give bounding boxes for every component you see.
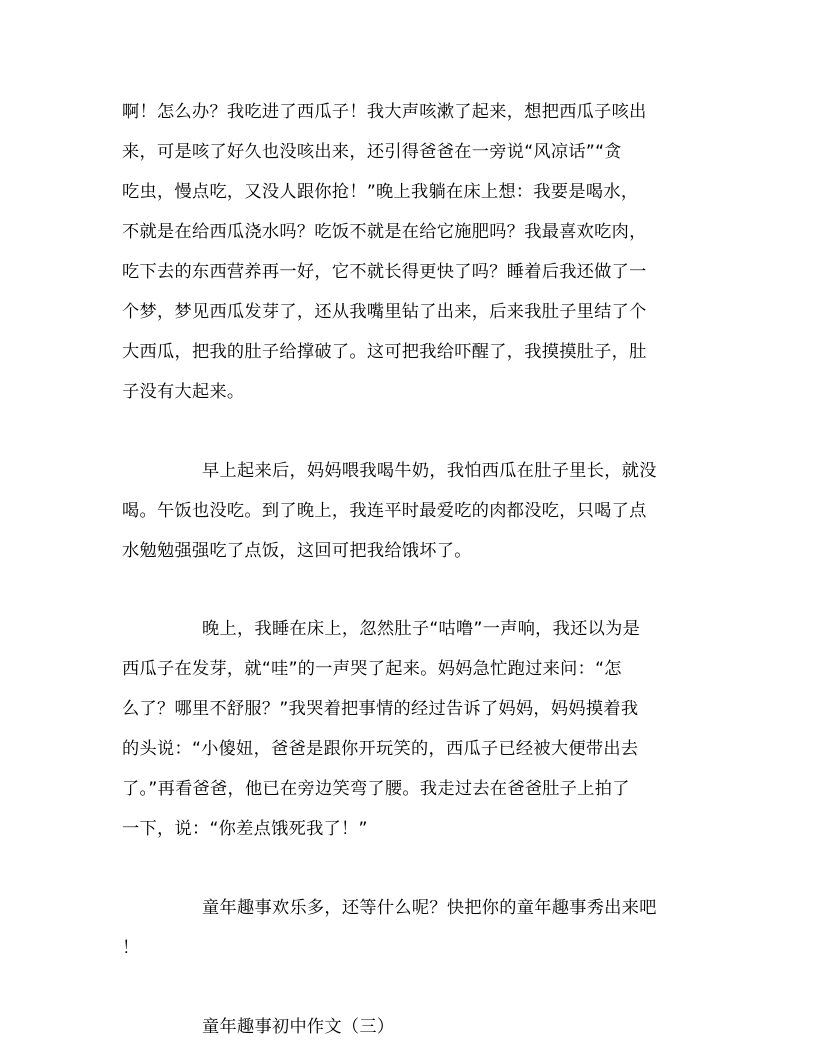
paragraph-1-line-2: 来，可是咳了好久也没咳出来，还引得爸爸在一旁说“风凉话”“贪 bbox=[122, 142, 622, 162]
paragraph-1-line-8: 子没有大起来。 bbox=[122, 382, 245, 402]
paragraph-4-line-1: 童年趣事欢乐多，还等什么呢？快把你的童年趣事秀出来吧 bbox=[202, 898, 657, 918]
paragraph-3-line-5: 了。”再看爸爸，他已在旁边笑弯了腰。我走过去在爸爸肚子上拍了 bbox=[122, 779, 630, 799]
paragraph-3-line-4: 的头说：“小傻妞，爸爸是跟你开玩笑的，西瓜子已经被大便带出去 bbox=[122, 739, 639, 759]
paragraph-3-line-3: 么了？哪里不舒服？”我哭着把事情的经过告诉了妈妈，妈妈摸着我 bbox=[122, 699, 639, 719]
paragraph-1-line-3: 吃虫，慢点吃，又没人跟你抢！”晚上我躺在床上想：我要是喝水， bbox=[122, 182, 639, 202]
paragraph-2-line-3: 水勉勉强强吃了点饭，这回可把我给饿坏了。 bbox=[122, 541, 472, 561]
paragraph-1-line-1: 啊！怎么办？我吃进了西瓜子！我大声咳漱了起来，想把西瓜子咳出 bbox=[122, 102, 647, 122]
paragraph-1-line-4: 不就是在给西瓜浇水吗？吃饭不就是在给它施肥吗？我最喜欢吃肉， bbox=[122, 222, 647, 242]
paragraph-1-line-6: 个梦，梦见西瓜发芽了，还从我嘴里钻了出来，后来我肚子里结了个 bbox=[122, 302, 647, 322]
paragraph-3-line-1: 晚上，我睡在床上，忽然肚子“咕噜”一声响，我还以为是 bbox=[202, 619, 641, 639]
paragraph-2-line-1: 早上起来后，妈妈喂我喝牛奶，我怕西瓜在肚子里长，就没 bbox=[202, 461, 657, 481]
paragraph-1-line-7: 大西瓜，把我的肚子给撑破了。这可把我给吓醒了，我摸摸肚子，肚 bbox=[122, 342, 647, 362]
paragraph-2-line-2: 喝。午饭也没吃。到了晚上，我连平时最爱吃的肉都没吃，只喝了点 bbox=[122, 501, 647, 521]
paragraph-3-line-6: 一下，说：“你差点饿死我了！” bbox=[122, 819, 368, 839]
paragraph-1-line-5: 吃下去的东西营养再一好，它不就长得更快了吗？睡着后我还做了一 bbox=[122, 262, 647, 282]
paragraph-4-line-2: ！ bbox=[122, 938, 140, 958]
section-heading: 童年趣事初中作文（三） bbox=[202, 1017, 395, 1037]
paragraph-3-line-2: 西瓜子在发芽，就“哇”的一声哭了起来。妈妈急忙跑过来问：“怎 bbox=[122, 659, 622, 679]
